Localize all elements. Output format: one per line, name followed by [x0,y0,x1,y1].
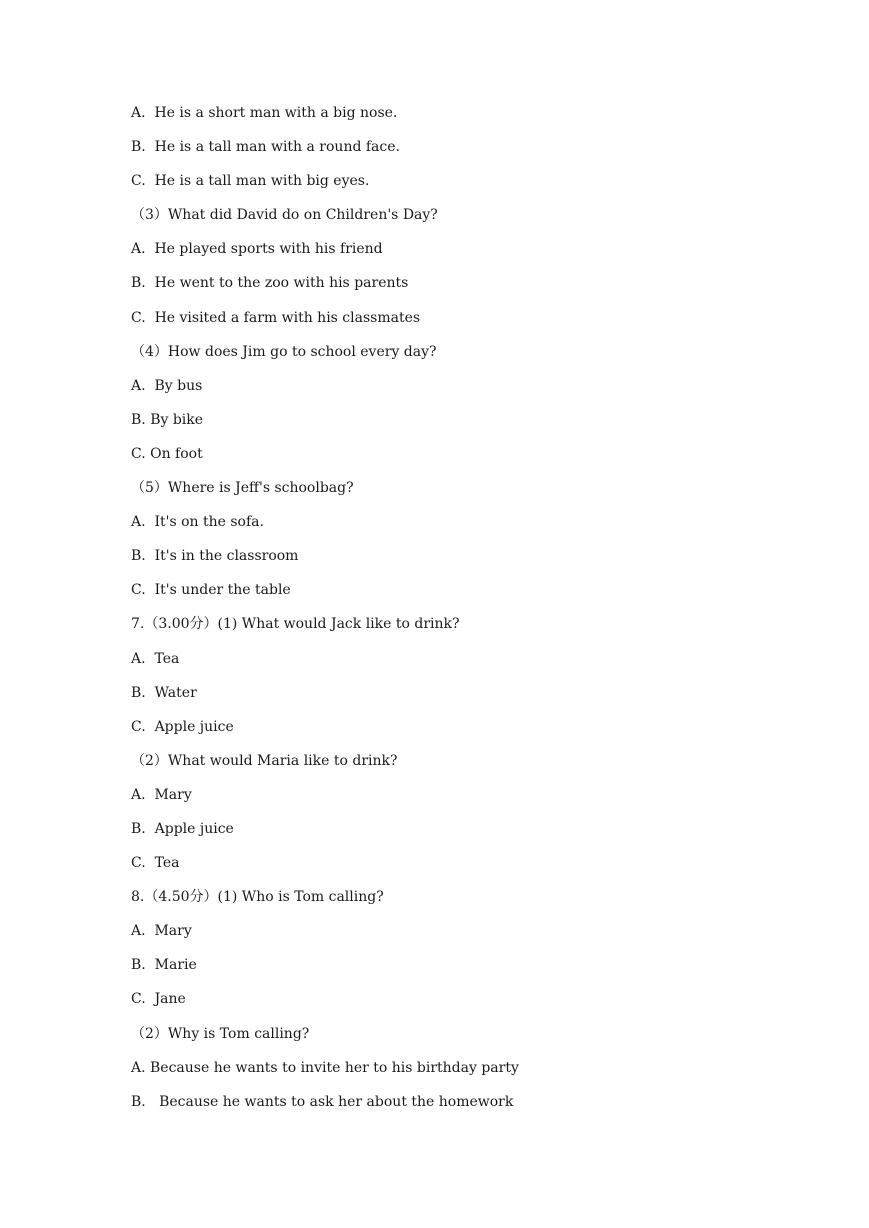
option-line: A. It's on the sofa. [131,514,264,531]
option-line: C. Jane [131,991,186,1008]
option-line: A. By bus [131,377,203,394]
option-line: A. Tea [131,650,180,667]
option-line: B. Apple juice [131,820,234,837]
option-line: A. He played sports with his friend [131,241,383,258]
option-line: B. By bike [131,411,204,428]
option-line: B. He is a tall man with a round face. [131,139,400,156]
option-line: B. It's in the classroom [131,548,299,565]
question-line: （3）What did David do on Children's Day? [131,207,438,224]
option-line: C. He is a tall man with big eyes. [131,173,370,190]
question-text-block [131,102,831,1125]
option-line: A. Because he wants to invite her to his birthday party [131,1059,519,1076]
question-line: 7.（3.00分）(1) What would Jack like to drink? [131,616,460,633]
option-line: A. Mary [131,786,192,803]
question-line: （5）Where is Jeff's schoolbag? [131,480,354,497]
option-line: C. It's under the table [131,582,291,599]
option-line: C. Apple juice [131,718,234,735]
question-line: （4）How does Jim go to school every day? [131,343,437,360]
option-line: B. Marie [131,957,197,974]
option-line: C. He visited a farm with his classmates [131,309,421,326]
question-line: （2）What would Maria like to drink? [131,752,398,769]
option-line: C. Tea [131,855,180,872]
question-line: （2）Why is Tom calling? [131,1025,310,1042]
option-line: A. Mary [131,923,192,940]
option-line: A. He is a short man with a big nose. [131,105,398,121]
option-line: B. He went to the zoo with his parents [131,275,409,292]
question-line: 8.（4.50分）(1) Who is Tom calling? [131,889,384,906]
option-line: C. On foot [131,445,203,462]
option-line: B. Water [131,684,197,701]
option-line: B. Because he wants to ask her about the homework [131,1093,514,1110]
